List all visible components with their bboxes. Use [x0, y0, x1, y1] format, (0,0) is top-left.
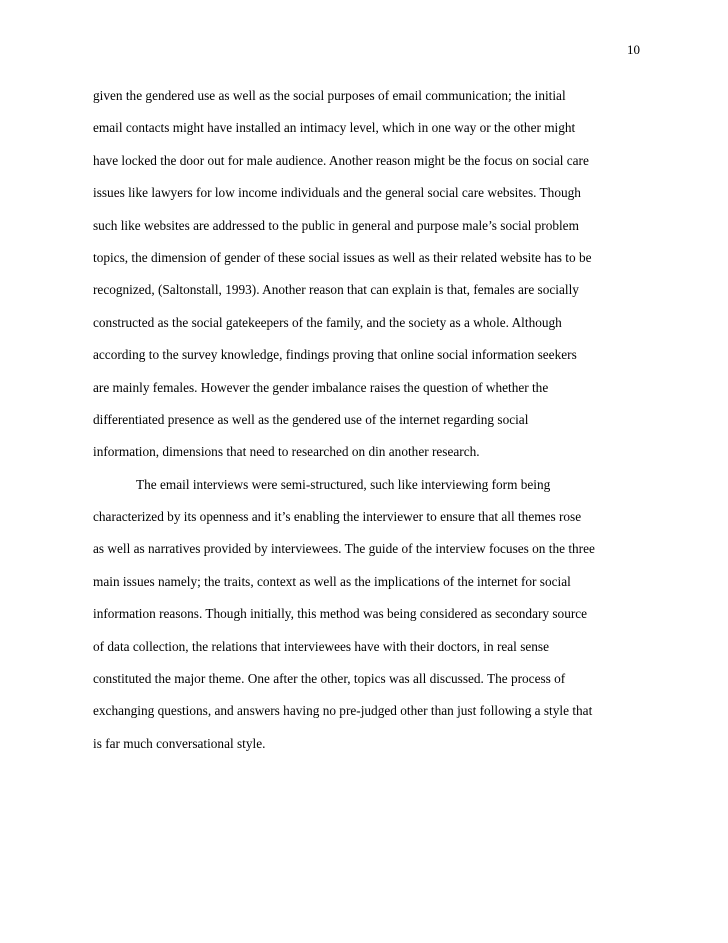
text-line: constructed as the social gatekeepers of the family, and the society as a whole. Although [93, 314, 562, 330]
text-line: information, dimensions that need to researched on din another research. [93, 444, 480, 460]
text-line: given the gendered use as well as the social purposes of email communication; the initial [93, 88, 566, 103]
text-line: information reasons. Though initially, this method was being considered as secondary source [93, 606, 588, 622]
paragraph-first-line: The email interviews were semi-structured, such like interviewing form being [136, 476, 551, 492]
text-line: recognized, (Saltonstall, 1993). Another reason that can explain is that, females are socially [93, 282, 579, 298]
body-text [93, 88, 653, 768]
text-line: of data collection, the relations that interviewees have with their doctors, in real sense [93, 638, 549, 654]
text-line: such like websites are addressed to the public in general and purpose male’s social problem [93, 217, 579, 233]
text-line: have locked the door out for male audience. Another reason might be the focus on social care [93, 152, 589, 168]
text-line: as well as narratives provided by interviewees. The guide of the interview focuses on the three [93, 541, 595, 557]
text-line: exchanging questions, and answers having no pre-judged other than just following a style that [93, 703, 593, 719]
text-line: are mainly females. However the gender imbalance raises the question of whether the [93, 379, 549, 395]
text-line: differentiated presence as well as the gendered use of the internet regarding social [93, 411, 529, 427]
text-line: issues like lawyers for low income individuals and the general social care websites. Though [93, 185, 581, 201]
text-line: constituted the major theme. One after the other, topics was all discussed. The process of [93, 671, 566, 687]
text-line: is far much conversational style. [93, 735, 266, 751]
text-line: according to the survey knowledge, findings proving that online social information seekers [93, 347, 577, 363]
text-line: main issues namely; the traits, context as well as the implications of the internet for social [93, 573, 571, 589]
text-line: characterized by its openness and it’s enabling the interviewer to ensure that all themes rose [93, 509, 582, 525]
text-line: email contacts might have installed an intimacy level, which in one way or the other might [93, 120, 576, 136]
text-line: topics, the dimension of gender of these social issues as well as their related website has to be [93, 249, 592, 265]
page-number: 10 [627, 42, 640, 57]
